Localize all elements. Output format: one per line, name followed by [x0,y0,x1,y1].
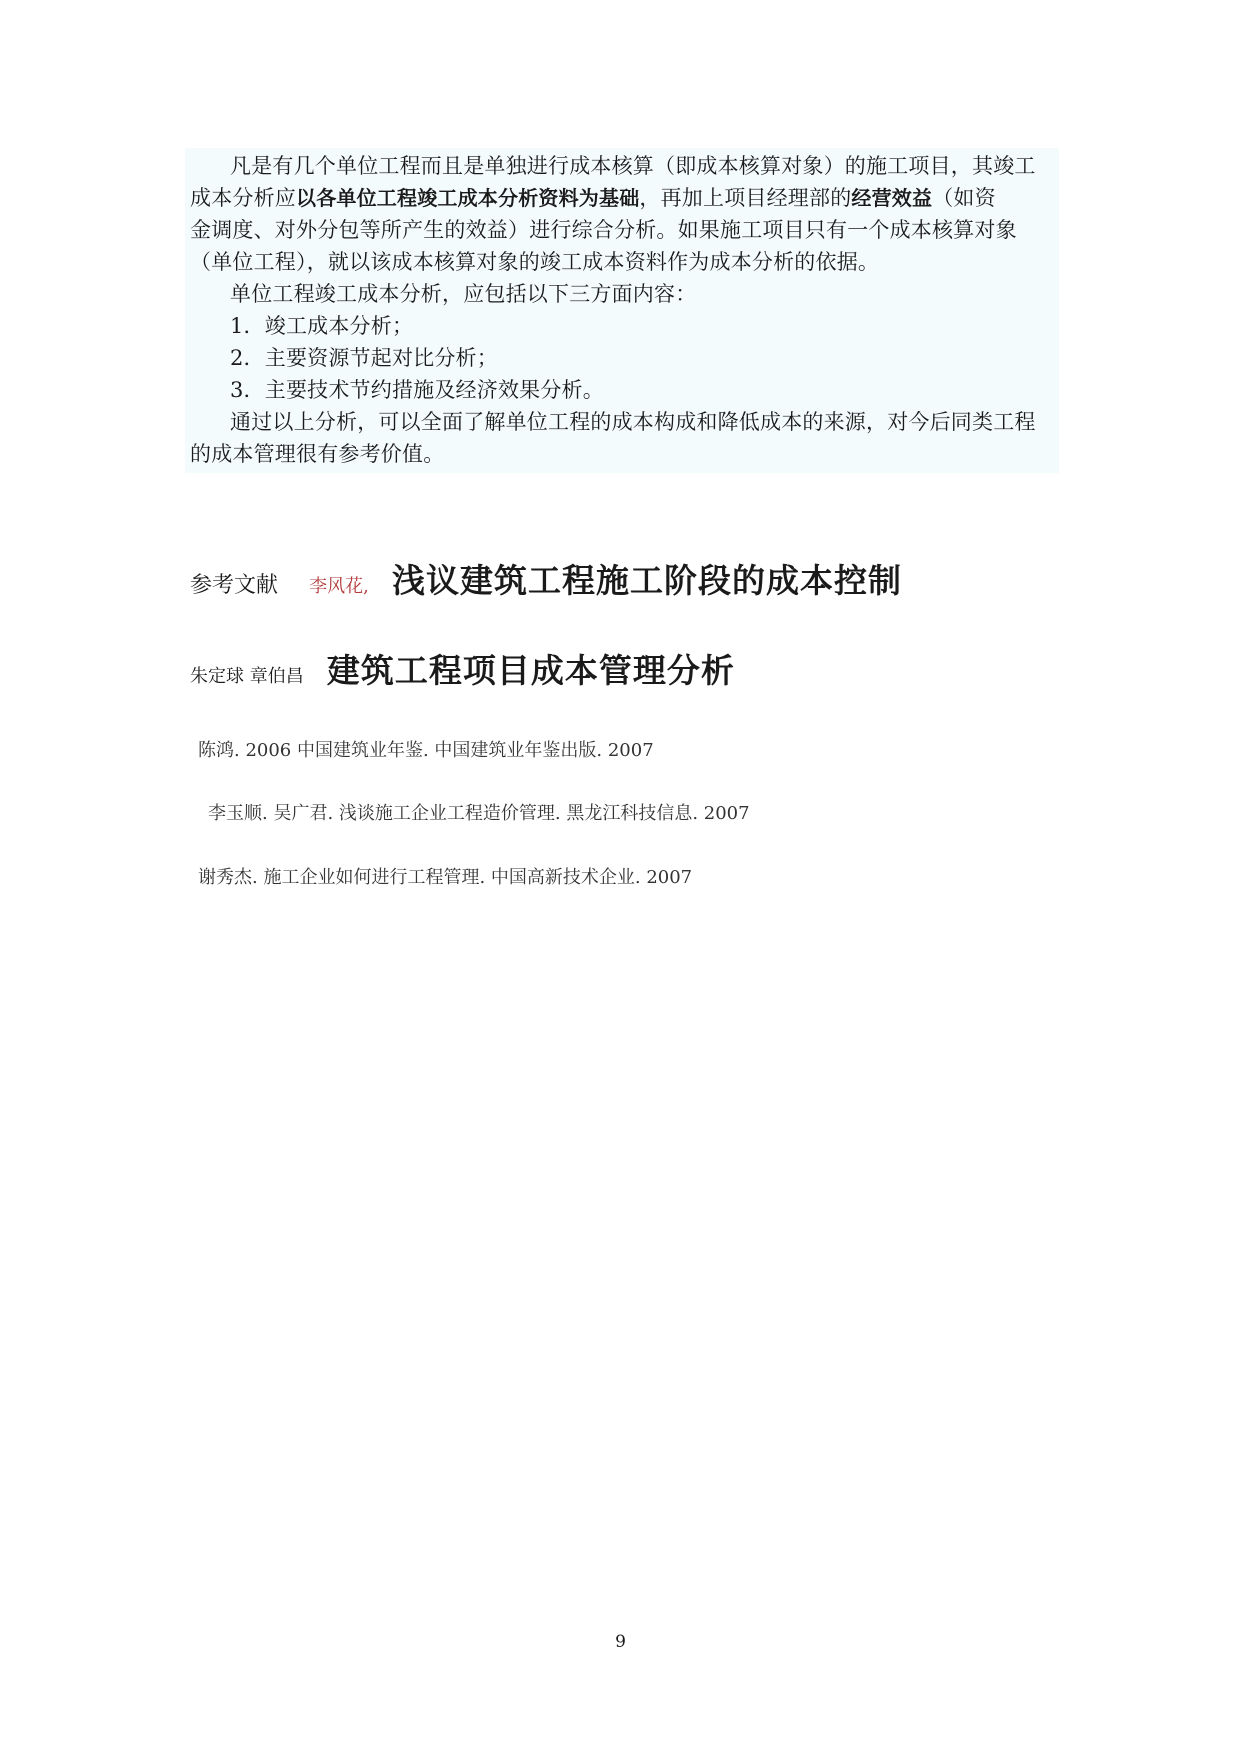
list-item-3: 3．主要技术节约措施及经济效果分析。 [230,378,604,402]
paragraph-2: 单位工程竣工成本分析，应包括以下三方面内容： [230,282,697,306]
references-label: 参考文献 [190,573,279,598]
paragraph-1-line-1: 凡是有几个单位工程而且是单独进行成本核算（即成本核算对象）的施工项目，其竣工 [230,154,1036,178]
text-run: 成本分析应 [190,186,296,210]
reference-title: 浅议建筑工程施工阶段的成本控制 [391,561,902,600]
reference-1 [190,555,902,602]
reference-authors: 朱定球 章伯昌 [190,666,304,687]
reference-3: 陈鸿. 2006 中国建筑业年鉴. 中国建筑业年鉴出版. 2007 [198,740,654,761]
bold-emphasis: 以各单位工程竣工成本分析资料为基础 [296,186,640,210]
paragraph-3-line-1: 通过以上分析，可以全面了解单位工程的成本构成和降低成本的来源，对今后同类工程 [230,410,1036,434]
paragraph-1-line-2 [190,182,996,214]
reference-title: 建筑工程项目成本管理分析 [326,651,735,690]
paragraph-1-line-3: 金调度、对外分包等所产生的效益）进行综合分析。如果施工项目只有一个成本核算对象 [190,218,1017,242]
text-run: （如资 [932,186,996,210]
page-number: 9 [615,1632,626,1652]
list-item-2: 2．主要资源节起对比分析； [230,346,498,370]
reference-author: 李风花, [309,576,369,597]
reference-4: 李玉顺. 吴广君. 浅谈施工企业工程造价管理. 黑龙江科技信息. 2007 [208,803,750,824]
reference-2 [190,645,735,692]
paragraph-1-line-4: （单位工程），就以该成本核算对象的竣工成本资料作为成本分析的依据。 [190,250,880,274]
paragraph-3-line-2: 的成本管理很有参考价值。 [190,442,445,466]
reference-5: 谢秀杰. 施工企业如何进行工程管理. 中国高新技术企业. 2007 [198,867,693,888]
bold-emphasis: 经营效益 [851,186,933,210]
text-run: ，再加上项目经理部的 [639,186,852,210]
list-item-1: 1．竣工成本分析； [230,314,414,338]
